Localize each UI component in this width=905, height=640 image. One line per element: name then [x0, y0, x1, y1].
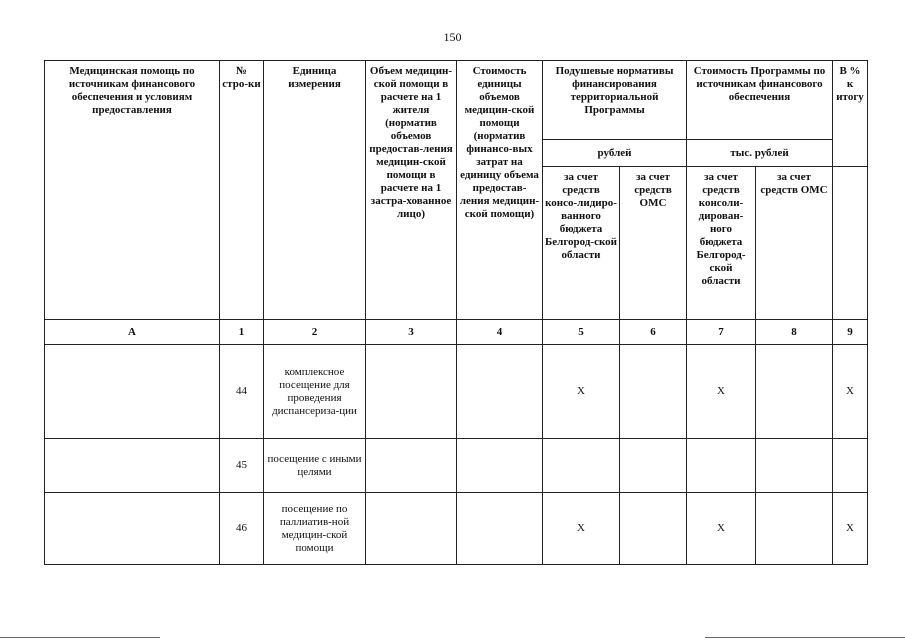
column-number: 5 — [543, 320, 620, 345]
subheader-budget-5: за счет средств консо-лидиро-ванного бюджета Белгород-ской области — [543, 167, 620, 320]
header-volume: Объем медицин-ской помощи в расчете на 1 жителя (норматив объемов предостав-ления медицин-ской помощи в расчете на 1 застра-хованное лицо) — [366, 61, 457, 320]
row-cell-3 — [366, 493, 457, 565]
subheader-oms-6: за счет средств ОМС — [620, 167, 687, 320]
column-number: 9 — [833, 320, 868, 345]
subheader-budget-7: за счет средств консоли-дирован-ного бюджета Белгород-ской области — [687, 167, 756, 320]
row-cell-3 — [366, 439, 457, 493]
header-program-cost: Стоимость Программы по источникам финансового обеспечения — [687, 61, 833, 140]
row-unit: комплексное посещение для проведения диспансериза-ции — [264, 345, 366, 439]
row-unit: посещение по паллиатив-ной медицин-ской помощи — [264, 493, 366, 565]
column-number: 4 — [457, 320, 543, 345]
row-cell-7 — [687, 439, 756, 493]
row-label-a — [45, 439, 220, 493]
row-cell-8 — [756, 345, 833, 439]
row-cell-5: Х — [543, 493, 620, 565]
row-cell-9: Х — [833, 345, 868, 439]
financing-table — [44, 60, 868, 565]
row-cell-6 — [620, 439, 687, 493]
row-label-a — [45, 345, 220, 439]
row-cell-4 — [457, 493, 543, 565]
row-cell-5 — [543, 439, 620, 493]
unit-thousand-rubles: тыс. рублей — [687, 140, 833, 167]
row-cell-9 — [833, 439, 868, 493]
row-cell-3 — [366, 345, 457, 439]
row-cell-7: Х — [687, 493, 756, 565]
row-cell-4 — [457, 345, 543, 439]
row-cell-6 — [620, 493, 687, 565]
subheader-percent-empty — [833, 167, 868, 320]
row-number: 46 — [220, 493, 264, 565]
row-label-a — [45, 493, 220, 565]
header-row-number: № стро-ки — [220, 61, 264, 320]
row-cell-5: Х — [543, 345, 620, 439]
row-cell-7: Х — [687, 345, 756, 439]
column-number: 6 — [620, 320, 687, 345]
column-number: 1 — [220, 320, 264, 345]
row-cell-9: Х — [833, 493, 868, 565]
subheader-oms-8: за счет средств ОМС — [756, 167, 833, 320]
row-cell-6 — [620, 345, 687, 439]
header-cost: Стоимость единицы объемов медицин-ской помощи (норматив финансо-вых затрат на единицу объема предостав-ления медицин-ской помощи) — [457, 61, 543, 320]
row-cell-8 — [756, 493, 833, 565]
scan-artifact-line — [705, 637, 905, 638]
row-cell-4 — [457, 439, 543, 493]
unit-rubles: рублей — [543, 140, 687, 167]
page-number: 150 — [443, 30, 462, 44]
header-per-capita: Подушевые нормативы финансирования территориальной Программы — [543, 61, 687, 140]
row-number: 45 — [220, 439, 264, 493]
header-percent: В % к итогу — [833, 61, 868, 167]
header-unit: Единица измерения — [264, 61, 366, 320]
scan-artifact-line — [0, 637, 160, 638]
column-number: 8 — [756, 320, 833, 345]
column-number: 3 — [366, 320, 457, 345]
row-unit: посещение с иными целями — [264, 439, 366, 493]
column-number: 2 — [264, 320, 366, 345]
column-number: 7 — [687, 320, 756, 345]
column-number: А — [45, 320, 220, 345]
header-col-a: Медицинская помощь по источникам финансового обеспечения и условиям предоставления — [45, 61, 220, 320]
row-number: 44 — [220, 345, 264, 439]
row-cell-8 — [756, 439, 833, 493]
